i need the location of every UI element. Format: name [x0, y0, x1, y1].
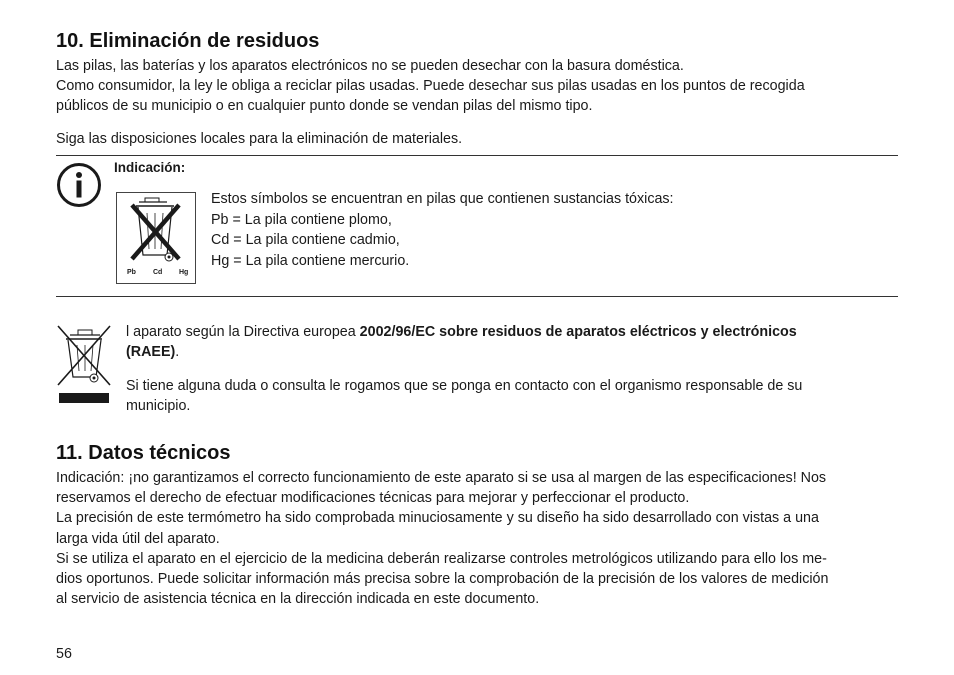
indication-label: Indicación:: [114, 160, 186, 175]
symbol-label-cd: Cd: [153, 269, 163, 276]
indication-bottom-rule: [56, 296, 898, 297]
info-icon: [56, 162, 102, 208]
section-11-line-3: La precisión de este termómetro ha sido comprobada minuciosamente y su diseño ha sido desarrollado con vistas a una: [56, 510, 819, 527]
section-11-line-5: Si se utiliza el aparato en el ejercicio de la medicina deberán realizarse controles metrológicos utilizando para ello los me-: [56, 550, 827, 567]
section-11-heading: 11. Datos técnicos: [56, 442, 231, 464]
weee-directive-bold: 2002/96/EC sobre residuos de aparatos eléctricos y electrónicos: [359, 324, 797, 340]
symbol-label-hg: Hg: [179, 269, 189, 276]
weee-directive-text: [126, 322, 886, 362]
indication-item-hg: Hg = La pila contiene mercurio.: [211, 252, 410, 269]
indication-intro: Estos símbolos se encuentran en pilas que contienen sustancias tóxicas:: [211, 191, 674, 207]
weee-raee-bold: (RAEE): [126, 344, 176, 361]
weee-text-after: .: [175, 344, 180, 361]
battery-disposal-symbol: [116, 192, 196, 284]
section-10-line-3: públicos de su municipio o en cualquier punto donde se vendan pilas del mismo tipo.: [56, 98, 593, 114]
section-10-line-1: Las pilas, las baterías y los aparatos electrónicos no se pueden desechar con la basura doméstica.: [56, 58, 684, 74]
section-11-line-6: dios oportunos. Puede solicitar información más precisa sobre la comprobación de la precisión de los valores de medición: [56, 571, 829, 588]
page-number: 56: [56, 646, 72, 662]
section-11-line-1: Indicación: ¡no garantizamos el correcto funcionamiento de este aparato si se usa al margen de las especificaciones! Nos: [56, 470, 827, 486]
weee-symbol: [56, 323, 112, 405]
section-10-line-4: Siga las disposiciones locales para la eliminación de materiales.: [56, 131, 463, 147]
section-10-heading: 10. Eliminación de residuos: [56, 30, 320, 52]
section-11-line-4: larga vida útil del aparato.: [56, 530, 220, 547]
weee-contact-line-2: municipio.: [126, 398, 191, 414]
section-11-line-2: reservamos el derecho de efectuar modificaciones técnicas para mejorar y perfeccionar el producto.: [56, 490, 690, 507]
indication-item-pb: Pb = La pila contiene plomo,: [211, 211, 392, 228]
weee-contact-line-1: Si tiene alguna duda o consulta le rogamos que se ponga en contacto con el organismo responsable de su: [126, 378, 803, 394]
indication-item-cd: Cd = La pila contiene cadmio,: [211, 232, 400, 248]
section-11-line-7: al servicio de asistencia técnica en la dirección indicada en este documento.: [56, 591, 540, 608]
symbol-label-pb: Pb: [127, 269, 136, 276]
indication-top-rule: [56, 155, 898, 156]
section-10-line-2: Como consumidor, la ley le obliga a reciclar pilas usadas. Puede desechar sus pilas usadas en los puntos de recogida: [56, 78, 805, 94]
weee-text-before: l aparato según la Directiva europea: [126, 324, 360, 340]
weee-bin-icon: [56, 323, 112, 405]
